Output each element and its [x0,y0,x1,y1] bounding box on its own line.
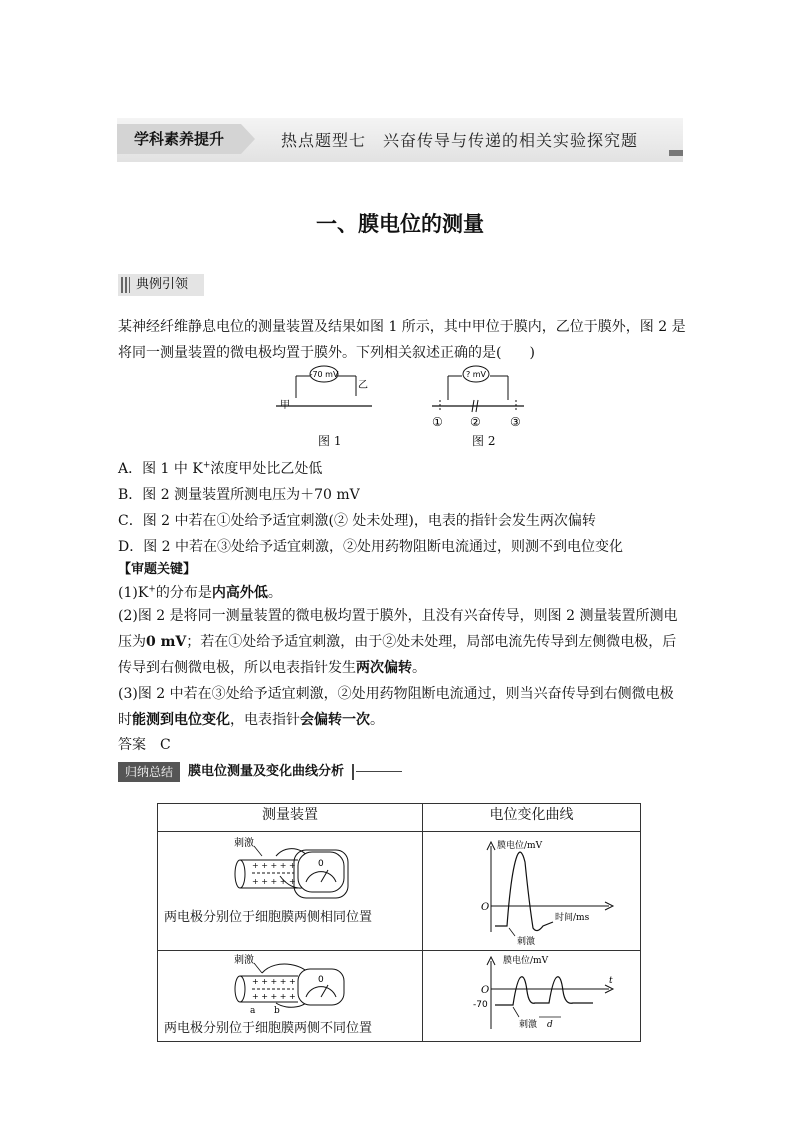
analysis-p3-d: 。 [370,712,384,728]
banner-wedge [241,124,255,154]
row1-curve-cell [423,832,641,951]
banner-corner-mark [669,150,683,156]
fig2-pos1: ① [432,415,443,429]
table-header-curve: 电位变化曲线 [423,804,641,832]
row1-device-label: 刺激 [234,838,254,849]
analysis-p3-bold1: 能测到电位变化 [132,712,230,728]
row2-curve-d: d [547,1020,553,1030]
summary-divider [352,764,354,780]
fig2-meter-label: ? mV [465,370,487,379]
row1-curve-xlabel: 时间/ms [555,913,590,923]
row1-curve-stim: 刺激 [517,937,536,947]
analysis-p1 [118,582,282,602]
row1-curve-origin: O [481,902,490,913]
option-d: D．图 2 中若在③处给予适宜刺激，②处用药物阻断电流通过，则测不到电位变化 [118,539,624,555]
analysis-p2 [118,603,686,681]
fig1-caption: 图 1 [318,434,342,448]
row1-caption: 两电极分别位于细胞膜两侧相同位置 [164,910,373,925]
row2-caption: 两电极分别位于细胞膜两侧不同位置 [164,1021,373,1036]
analysis-p1-bold: 内高外低 [211,585,268,601]
row2-curve-stim: 刺激 [519,1020,538,1030]
analysis-p2-d: 。 [412,660,426,676]
analysis-p3 [118,681,686,733]
summary-rule [356,771,402,772]
svg-text:0: 0 [318,975,324,985]
analysis-p1-sup: + [148,584,156,595]
analysis-p3-bold2: 会偏转一次 [300,712,370,728]
fig1-label-yi: 乙 [358,380,368,391]
question-stem-line1: 某神经纤维静息电位的测量装置及结果如图 1 所示，其中甲位于膜内，乙位于膜外，图 2 是 [118,319,686,335]
section-title: 一、膜电位的测量 [316,212,484,236]
figure-2 [428,364,528,430]
fig2-pos2: ② [470,415,481,429]
analysis-heading: 【审题关键】 [118,562,197,577]
summary-table [157,803,641,1042]
table-row [158,951,641,1042]
analysis-p1-a: (1)K [118,585,149,601]
banner-tag: 学科素养提升 [117,124,241,154]
row1-curve-ylabel: 膜电位/mV [497,841,543,851]
row2-device-label: 刺激 [234,955,254,966]
analysis-p1-c: 。 [267,585,282,601]
option-a-post: 浓度甲处比乙处低 [210,461,323,477]
banner-title: 热点题型七 兴奋传导与传递的相关实验探究题 [281,131,639,150]
bars-icon [121,277,130,293]
analysis-p1-b: 的分布是 [155,585,212,601]
example-tag-label: 典例引领 [136,277,189,292]
option-a-sup: + [202,460,211,471]
analysis-p2-c: ；若在①处给予适宜刺激，由于②处未处理，局部电流先传导到左侧微电极，后传导到右侧微电极，所以电表指针发生 [118,634,677,676]
row1-device-diagram [158,832,420,906]
row2-curve [423,951,639,1039]
row2-curve-value: -70 [473,1000,488,1010]
row2-curve-origin: O [481,985,490,996]
fig2-pos3: ③ [510,415,521,429]
row2-point-a: a [250,1006,256,1016]
analysis-p2-bold2: 两次偏转 [356,660,412,676]
table-row [158,832,641,951]
option-c: C．图 2 中若在①处给予适宜刺激(② 处未处理)，电表的指针会发生两次偏转 [118,513,596,529]
row1-device-cell [158,832,423,951]
summary-tag: 归纳总结 [118,762,180,782]
fig2-caption: 图 2 [472,434,496,448]
answer: 答案 C [118,737,171,753]
table-header-device: 测量装置 [158,804,423,832]
example-tag [118,274,204,296]
fig1-meter-label: -70 mV [309,370,339,379]
svg-text:+ + + + +: + + + + + [252,877,296,886]
option-a-pre: A．图 1 中 K [118,461,203,477]
analysis-p3-c: ，电表指针 [230,712,300,728]
option-b: B．图 2 测量装置所测电压为＋70 mV [118,487,360,503]
summary-title: 膜电位测量及变化曲线分析 [188,764,345,779]
question-stem-line2: 将同一测量装置的微电极均置于膜外。下列相关叙述正确的是( ) [118,345,535,361]
fig1-label-jia: 甲 [280,400,290,411]
row2-device-cell [158,951,423,1042]
row2-point-b: b [274,1006,280,1016]
row2-curve-ylabel: 膜电位/mV [503,956,549,966]
figure-1 [272,364,376,416]
option-a [118,458,322,478]
row2-device-diagram [158,951,420,1017]
svg-text:+ + + + +: + + + + + [252,861,296,870]
analysis-p2-bold1: 0 mV [146,634,187,650]
svg-text:+ + + + +: + + + + + [252,977,296,986]
row2-curve-xlabel: t [609,976,613,986]
svg-text:+ + + + +: + + + + + [252,992,296,1001]
analysis-p3-a: (3)图 2 中若在③处给予适宜刺激，②处用药物阻断电流通过，则当兴奋传导到右侧微电极时 [118,686,674,728]
svg-text:0: 0 [318,859,324,869]
row1-curve [423,832,639,950]
topic-banner [117,118,683,162]
analysis-p2-a: (2)图 2 是将同一测量装置的微电极均置于膜外，且没有兴奋传导，则图 2 测量装置所测电压为 [118,608,678,650]
row2-curve-cell [423,951,641,1042]
